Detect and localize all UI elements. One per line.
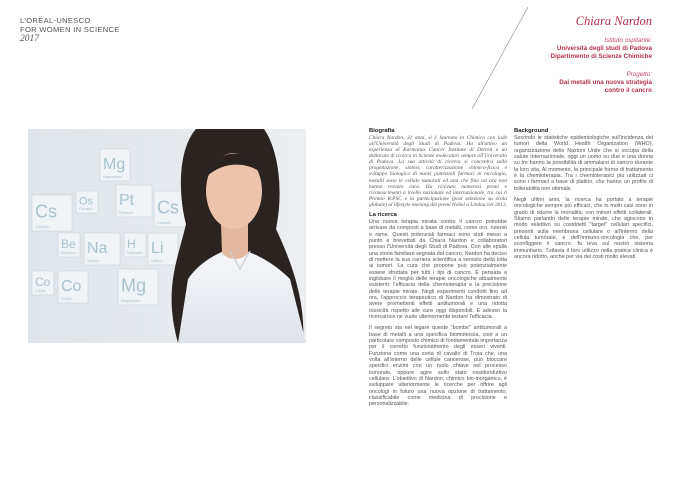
background-heading: Background [514, 128, 549, 134]
host-department: Dipartimento di Scienze Chimiche [550, 53, 652, 61]
element-tile [58, 233, 80, 257]
project-title-line-1: Dai metalli una nuova strategia [559, 79, 652, 87]
element-symbol: Cs [157, 197, 179, 218]
portrait-photo [28, 129, 306, 343]
element-symbol: Pt [119, 191, 135, 209]
element-name: Magnesium [103, 175, 122, 179]
host-university: Università degli studi di Padova [556, 45, 652, 53]
text-column-right [514, 128, 653, 265]
element-name: Magnesium [121, 299, 140, 303]
project-block [559, 71, 652, 96]
element-symbol: Be [61, 236, 76, 251]
photo-illustration [28, 129, 306, 343]
researcher-name: Chiara Nardon [575, 14, 652, 28]
biography-text: Chiara Nardon, 31 anni, si è laureata in Chimica con lode all'Università degli Studi di Padova. Ha all'attivo un esperienza al Karmanos Cancer Institute di Detroit e un dottorato di ricerca in Scienze molecolari sempre all'Università di Padova. La sua attività di ricerca si concentra sulla progettazione, sintesi, caratterizzazione chimico-fisica e sviluppo biologico di nuovi potenziali farmaci in oncologia, metalli sono le cellule tumorali ed una che fino ad ora non hanno trovato cura. Ha ricevuto numerosi premi e riconoscimenti a livello nazionale ed internazionale, tra cui il Premio R.PSC e la partecipazione (post selezione su scala globale) al lifestyle meeting dei premi Nobel a Lindau nel 2013. [369, 134, 507, 208]
text-column-left [369, 128, 507, 413]
brand-year: 2017 [20, 34, 39, 44]
element-name: Caesium [157, 221, 172, 225]
research-paragraph-2: Il segreto sta nel legare queste "bombe" antitumorali a base di metalli a una specifica biomolecola, cioè a un particolare composto chimico di fondamentale importanza per il corretto funzionamento degli esseri viventi. Funziona come una sorta di cavallo di Troia che, una volta all'interno delle cellule cancerose, può bloccare specifici enzimi con un ruolo chiave nel processo tumorale, oppure agire sullo stato ossidoriduttivo cellulare. L'obiettivo di Nardon, chimico bio-inorganico, è sviluppare ulteriormente le ricerche per offrire agli oncologi in futuro una nuova opzione di trattamento, classificabile come medicina di precisione e personalizzabile. [369, 325, 507, 408]
brand-line-1: L'ORÉAL-UNESCO [20, 16, 91, 25]
element-name: Beryllium [61, 251, 76, 255]
background-paragraph-1: Secondo le statistiche epidemiologiche sull'incidenza dei tumori della World Health Organization (WHO), organizzazione delle Nazioni Unite che si occupa della salute internazionale, oggi un uomo su due e una donna su tre hanno la possibilità di ammalarsi di cancro durante la loro vita. Al momento, la principale forma di trattamento è la chemioterapia. Tra i chemioterapici più utilizzati ci sono i farmaci a base di platino, che hanno un profilo di tollerabilità non ottimale. [514, 134, 653, 192]
research-paragraph-1: Una nuova terapia mirata contro il cancro potrebbe arrivare da composti a base di metalli, come oro, rutenio e rame. Questi potenziali farmaci sono stati messi a punto e brevettati da Chiara Nardon e collaboratori presso l'Università degli Studi di Padova. Con alle spalle una storia familiare segnata dal cancro, Nardon ha deciso di mettere la sua carriera scientifica a servizio della lotta ai tumori. La cura che propone può potenzialmente essere sfruttata per tutti i tipi di cancro. È pensata a inglobare il meglio delle terapie oncologiche attualmente esistenti: l'efficacia della chemioterapia e la precisione delle terapie mirate. Negli esperimenti condotti fino ad ora, l'approccio terapeutico di Nardon ha dimostrato di avere promettenti effetti antitumorali e una ridotta tossicità rispetto alle cure oggi disponibili. E adesso la ricercatrice ne vuole ulteriormente testare l'efficacia. [369, 218, 507, 320]
element-tile [100, 149, 130, 181]
project-title-line-2: contro il cancro [604, 87, 652, 95]
element-symbol: Os [79, 195, 94, 208]
brand-line-2: FOR WOMEN IN SCIENCE [20, 25, 120, 34]
element-symbol: Co [61, 277, 82, 295]
element-name: Lithium [151, 259, 163, 263]
element-symbol: Li [151, 239, 164, 257]
research-heading: La ricerca [369, 211, 397, 218]
element-name: Osmium [79, 207, 93, 211]
element-symbol: H [127, 236, 136, 251]
element-symbol: Co [35, 274, 51, 289]
element-symbol: Cs [35, 201, 57, 222]
element-tile [148, 233, 178, 265]
element-symbol: Mg [103, 155, 126, 173]
element-tile [118, 269, 158, 305]
element-name: Platinum [119, 211, 133, 215]
element-name: Sodium [87, 259, 100, 263]
element-name: Cobalt [61, 297, 72, 301]
brand-block [20, 16, 120, 44]
host-institute [551, 37, 652, 62]
element-tile [32, 195, 72, 231]
element-tile [116, 185, 152, 217]
biography-heading: Biografia [369, 128, 395, 134]
element-tile [84, 233, 120, 265]
element-symbol: Na [87, 239, 108, 257]
element-name: Hydrogen [127, 251, 143, 255]
host-label: Istituto ospitante: [604, 37, 652, 44]
element-tile [124, 233, 146, 257]
element-symbol: Mg [121, 275, 147, 296]
neck-shape [221, 224, 248, 259]
element-name: Cobalt [35, 289, 46, 293]
element-tile [76, 191, 98, 213]
element-name: Caesium [35, 225, 50, 229]
project-label: Progetto: [626, 71, 652, 78]
element-tile [32, 271, 54, 295]
background-paragraph-2: Negli ultimi anni, la ricerca ha portato a terapie oncologiche sempre più efficaci, che in molti casi sono in grado di ridurre la mortalità, con minori effetti collaterali. Stiamo parlando delle terapie mirate, che agiscono in modo selettivo su cosiddetti "target" cellulari specifici, presenti sulla membrana cellulare o all'interno della cellula tumorale, e dell'immuno-oncologia che, per sconfiggere il cancro, fa leva sul nostro sistema immunitario. Tuttavia il loro utilizzo nella pratica clinica è ancora ridotto, anche per via dei costi molto elevati. [514, 196, 653, 261]
element-tile [58, 271, 88, 303]
